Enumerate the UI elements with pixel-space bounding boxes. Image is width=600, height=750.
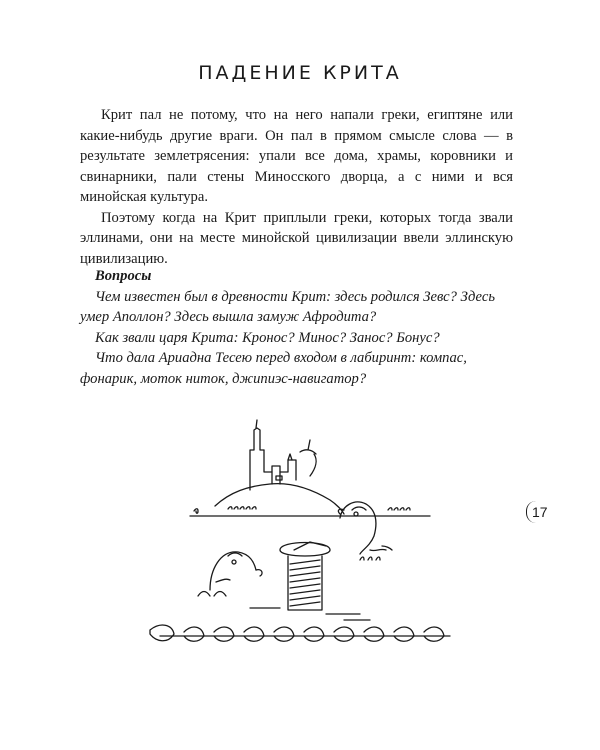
wave-line-icon — [190, 507, 430, 516]
question-item: Чем известен был в древности Крит: здесь родился Зевс? Здесь умер Аполлон? Здесь вышла замуж Афродита? — [80, 288, 495, 325]
column-icon — [280, 542, 330, 610]
fish-row-icon — [150, 625, 450, 641]
paragraph: Поэтому когда на Крит приплыли греки, которых тогда звали эллинами, они на месте минойской цивилизации ввели эллинскую цивилизацию. — [80, 209, 513, 267]
castle-icon — [250, 420, 316, 490]
crete-sinking-sketch-icon — [130, 410, 460, 670]
questions-section — [80, 266, 513, 389]
question-item: Как звали царя Крита: Кронос? Минос? Занос? Бонус? — [95, 329, 440, 346]
main-text — [80, 105, 513, 269]
page-title: ПАДЕНИЕ КРИТА — [198, 62, 402, 84]
question-item: Что дала Ариадна Тесею перед входом в лабиринт: компас, фонарик, моток ниток, джипиэс-навигатор? — [80, 350, 467, 387]
page-number: 17 — [532, 504, 548, 520]
questions-heading: Вопросы — [95, 268, 152, 284]
fish-icon — [338, 502, 392, 554]
paragraph: Крит пал не потому, что на него напали греки, египтяне или какие-нибудь другие враги. Он пал в прямом смысле слова — в результате землетрясения: упали все дома, храмы, коровники и свинарники, пали стены Миносского дворца, а с ними и вся минойская культура. — [80, 107, 513, 205]
fish-icon — [210, 552, 262, 590]
